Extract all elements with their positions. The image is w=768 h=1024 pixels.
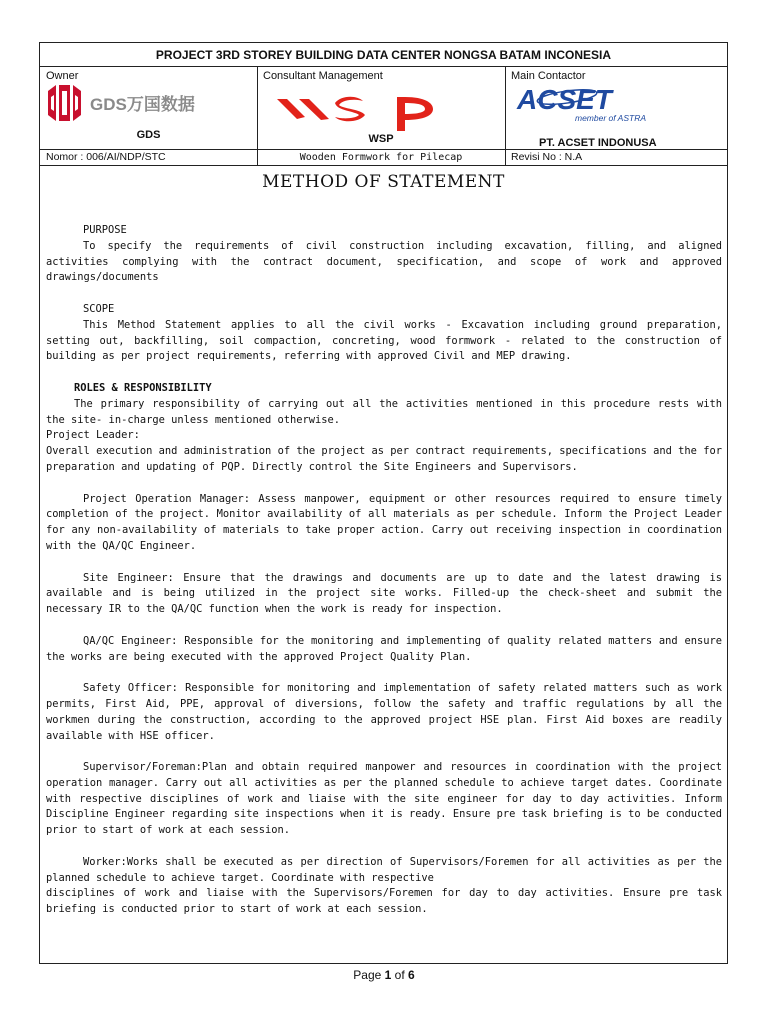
wsp-logo-icon — [277, 93, 437, 131]
supervisor-text: Supervisor/Foreman:Plan and obtain required manpower and resources in coordination with the project operation manager. Carry out all activities as per the planned schedule to achieve target dates. Coordinate with respective disciplines of work and liaise with the site engineer for day to day activities. Inform Discipline Engineer regarding site inspections when it is ready. Ensure pre task briefing is to be conducted prior to start of work at each session. — [46, 761, 722, 837]
qaqc-text: QA/QC Engineer: Responsible for the monitoring and implementing of quality related matters and ensure the works are being executed with the approved Project Quality Plan. — [46, 634, 722, 663]
owner-cell — [40, 67, 257, 149]
acset-logo-subtext: member of ASTRA — [575, 113, 647, 123]
site-engineer-text: Site Engineer: Ensure that the drawings and documents are up to date and the latest drawing is available and is being utilized in the project site works. Filled-up the check-sheet and submit the necessary IR to the QA/QC function when the work is ready for inspection. — [46, 571, 722, 616]
contractor-label: Main Contactor — [511, 70, 586, 82]
acset-logo-text: ACSET — [517, 84, 612, 115]
safety-officer-text: Safety Officer: Responsible for monitoring and implementation of safety related matters such as work permits, First Aid, PPE, approval of diversions, follow the safety and traffic regulations by all the workmen during the construction, according to the approved project HSE plan. First Aid boxes are readily available with HSE officer. — [46, 682, 722, 742]
page-total: 6 — [408, 968, 415, 982]
project-leader-text: Overall execution and administration of the project as per contract requirements, specifications and the for preparation and updating of PQP. Directly control the Site Engineers and Supervisors. — [46, 445, 722, 473]
scope-heading: SCOPE — [83, 302, 115, 315]
purpose-heading: PURPOSE — [83, 224, 127, 236]
consultant-label: Consultant Management — [263, 70, 383, 82]
worker-text: Worker:Works shall be executed as per direction of Supervisors/Foremen for all activities as per the planned schedule to achieve target. Coordinate with respective — [46, 855, 722, 884]
document-subject: Wooden Formwork for Pilecap — [299, 152, 463, 163]
project-title: PROJECT 3RD STOREY BUILDING DATA CENTER NONGSA BATAM INCONESIA — [40, 43, 727, 67]
scope-text: This Method Statement applies to all the civil works - Excavation including ground preparation, setting out, backfilling, soil compaction, concreting, wood formwork - related to the construction of building as per project requirements, referring with approved Civil and MEP drawing. — [46, 318, 722, 363]
purpose-text: To specify the requirements of civil construction including excavation, filling, and aligned activities complying with the contract document, specification, and scope of work and approved drawings/documents — [46, 239, 722, 284]
document-number: Nomor : 006/AI/NDP/STC — [46, 151, 166, 163]
document-title: METHOD OF STATEMENT — [262, 172, 505, 192]
roles-heading: ROLES & RESPONSIBILITY — [74, 381, 212, 394]
revision-number: Revisi No : N.A — [511, 151, 583, 163]
page-of: of — [394, 968, 405, 982]
worker-text-continued: disciplines of work and liaise with the Supervisors/Foremen for day to day activities. Ensure pre task briefing is conducted prior to start of work at each session. — [46, 887, 722, 916]
document-frame — [39, 42, 728, 964]
acset-logo-icon — [515, 83, 665, 123]
owner-name: GDS — [136, 129, 161, 141]
page-current: 1 — [384, 968, 392, 982]
header-divider — [40, 165, 727, 166]
page-number — [0, 968, 768, 982]
roles-intro: The primary responsibility of carrying out all the activities mentioned in this procedure rests with the site- in-charge unless mentioned otherwise. — [46, 397, 722, 426]
owner-label: Owner — [46, 70, 79, 82]
contractor-name: PT. ACSET INDONUSA — [539, 137, 657, 149]
pom-text: Project Operation Manager: Assess manpower, equipment or other resources required to ensure timely completion of the project. Monitor availability of all materials as per schedule. Inform the Project Leader for any non-availability of materials to take proper action. Carry out receiving inspection in coordination with the QA/QC Engineer. — [46, 492, 722, 552]
project-leader-label: Project Leader: — [46, 429, 140, 442]
consultant-name: WSP — [368, 133, 394, 145]
consultant-cell — [257, 67, 505, 149]
document-body — [46, 223, 722, 918]
gds-logo-text: GDS万国数据 — [90, 95, 195, 114]
gds-logo-icon — [46, 83, 216, 123]
contractor-cell — [505, 67, 729, 149]
page-word: Page — [353, 968, 382, 982]
